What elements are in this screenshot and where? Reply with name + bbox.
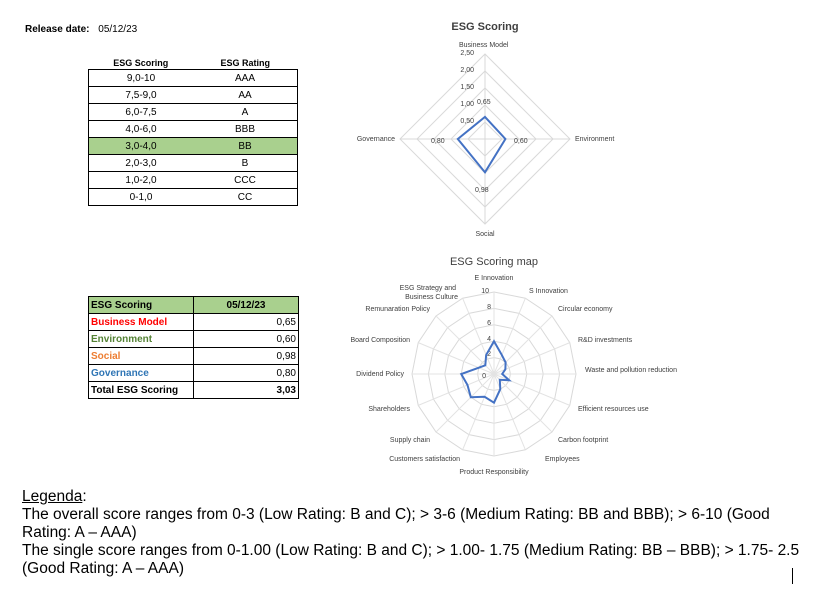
table-row-highlighted <box>89 138 298 155</box>
score-value-governance: 0,80 <box>194 365 299 382</box>
table-row <box>89 121 298 138</box>
score-value-social: 0,98 <box>194 348 299 365</box>
radar2-axis-label: Carbon footprint <box>558 437 609 444</box>
table-row <box>89 189 298 206</box>
radar2-tick-label: 4 <box>487 336 491 343</box>
radar2-axis-label-line1: ESG Strategy and <box>399 285 457 292</box>
score-value-business-model: 0,65 <box>194 314 299 331</box>
radar1-tick-label: 0,50 <box>460 118 474 125</box>
radar1-axis-label-environment: Environment <box>575 136 615 143</box>
radar2-grid <box>412 292 576 456</box>
radar2-axis-label: Shareholders <box>368 406 410 413</box>
radar2-axis-label: Remunaration Policy <box>365 306 430 313</box>
rating-range: 2,0-3,0 <box>89 155 194 172</box>
table-row <box>89 314 299 331</box>
radar1-axis-label-governance: Governance <box>356 136 395 143</box>
radar2-axis-line <box>494 316 552 374</box>
table-row <box>89 348 299 365</box>
release-date <box>25 24 137 35</box>
radar1-data-label-social: 0,98 <box>475 187 489 194</box>
rating-range: 7,5-9,0 <box>89 87 194 104</box>
table-row <box>89 331 299 348</box>
score-label-business-model: Business Model <box>89 314 194 331</box>
radar2-axis-label: S Innovation <box>529 288 568 295</box>
table-row <box>89 365 299 382</box>
radar1-tick-label: 1,00 <box>460 101 474 108</box>
radar2-axis-label: Waste and pollution reduction <box>585 367 677 374</box>
radar2-tick-label: 2 <box>487 351 491 358</box>
radar2-axis-label: Board Composition <box>350 337 410 344</box>
rating-value: AAA <box>193 70 298 87</box>
rating-range: 4,0-6,0 <box>89 121 194 138</box>
radar2-tick-label: 8 <box>487 304 491 311</box>
table-row <box>89 155 298 172</box>
release-date-value: 05/12/23 <box>98 24 138 35</box>
radar1-tick-label: 2,50 <box>460 50 474 57</box>
legend: Legenda: The overall score ranges from 0-3 (Low Rating: B and C); > 3-6 (Medium Rating: BB and BBB); > 6-10 (Good Rating: A – AAA) The single score ranges from 0-1.00 (Low Rating: B and C); > 1.00- 1.75 (Medium Rating: BB – BBB); > 1.75- 2.5 (Good Rating: A – AAA) <box>22 488 812 578</box>
radar2-tick-label: 6 <box>487 320 491 327</box>
radar2-tick-label: 10 <box>481 288 489 295</box>
rating-value: AA <box>193 87 298 104</box>
score-total-value: 3,03 <box>194 382 299 399</box>
radar2-tick-label: 0 <box>482 373 486 380</box>
radar2-axis-label: Efficient resources use <box>578 406 649 413</box>
radar2-title: ESG Scoring map <box>449 256 539 268</box>
legend-single-score: The single score ranges from 0-1.00 (Low Rating: B and C); > 1.00- 1.75 (Medium Rating: BB – BBB); > 1.75- 2.5 (Good Rating: A – AAA) <box>22 542 800 577</box>
score-value-environment: 0,60 <box>194 331 299 348</box>
score-table-header <box>89 297 299 314</box>
radar1-data-label-business-model: 0,65 <box>477 99 491 106</box>
table-row <box>89 70 298 87</box>
radar2-axis-label: Customers satisfaction <box>389 456 460 463</box>
table-row <box>89 172 298 189</box>
release-date-label: Release date: <box>25 24 90 35</box>
score-label-social: Social <box>89 348 194 365</box>
esg-scoring-radar-chart <box>345 14 645 242</box>
rating-range: 0-1,0 <box>89 189 194 206</box>
text-cursor <box>792 568 793 584</box>
score-label-governance: Governance <box>89 365 194 382</box>
rating-header-rating: ESG Rating <box>220 57 270 68</box>
rating-value: CCC <box>193 172 298 189</box>
rating-value: BBB <box>193 121 298 138</box>
rating-value: CC <box>193 189 298 206</box>
radar2-axis-label: Supply chain <box>389 437 430 444</box>
rating-range: 1,0-2,0 <box>89 172 194 189</box>
legend-overall-score: The overall score ranges from 0-3 (Low Rating: B and C); > 3-6 (Medium Rating: BB and BBB); > 6-10 (Good Rating: A – AAA) <box>22 506 770 541</box>
esg-scoring-map-radar-chart <box>330 248 700 480</box>
rating-value: A <box>193 104 298 121</box>
score-header-date: 05/12/23 <box>194 297 299 314</box>
rating-value: BB <box>193 138 298 155</box>
radar1-grid <box>400 54 570 224</box>
radar2-axis-label <box>400 285 458 301</box>
radar2-axis-label: R&D investments <box>578 337 633 344</box>
radar2-axis-label: E Innovation <box>474 275 514 282</box>
score-total-label: Total ESG Scoring <box>89 382 194 399</box>
radar1-axis-label-social: Social <box>475 231 495 238</box>
radar2-axis-label: Dividend Policy <box>356 371 404 378</box>
radar1-axis-label-business-model: Business Model <box>459 42 509 49</box>
legend-title: Legenda <box>22 488 83 505</box>
radar1-data-label-governance: 0,80 <box>431 138 445 145</box>
radar2-axis-label: Circular economy <box>558 306 613 313</box>
rating-range: 3,0-4,0 <box>89 138 194 155</box>
table-row-total <box>89 382 299 399</box>
rating-value: B <box>193 155 298 172</box>
rating-range: 6,0-7,5 <box>89 104 194 121</box>
score-label-environment: Environment <box>89 331 194 348</box>
rating-header-scoring: ESG Scoring <box>113 57 169 68</box>
table-row <box>89 87 298 104</box>
radar2-axis-line <box>494 374 552 432</box>
score-header-label: ESG Scoring <box>89 297 194 314</box>
radar2-axis-line <box>436 374 494 432</box>
radar2-axis-label: Employees <box>545 456 580 463</box>
table-row <box>89 104 298 121</box>
rating-range: 9,0-10 <box>89 70 194 87</box>
radar1-tick-label: 2,00 <box>460 67 474 74</box>
radar1-tick-label: 1,50 <box>460 84 474 91</box>
radar2-axis-label-line2: Business Culture <box>405 294 458 301</box>
esg-score-table <box>88 296 299 399</box>
radar2-axis-label: Product Responsibility <box>459 469 529 476</box>
radar1-title: ESG Scoring <box>451 21 519 33</box>
radar1-data-label-environment: 0,60 <box>514 138 528 145</box>
rating-scale-table <box>88 56 298 206</box>
